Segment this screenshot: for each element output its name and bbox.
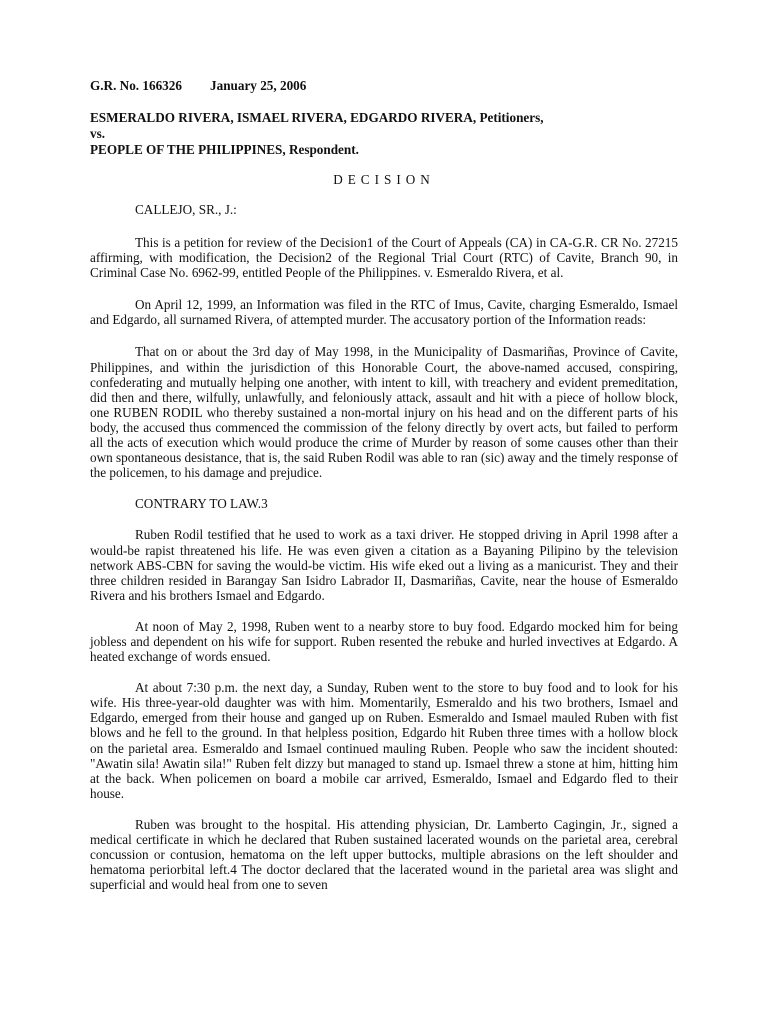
petitioners-suffix: , Petitioners, bbox=[472, 110, 544, 125]
petitioners-line bbox=[90, 110, 678, 126]
respondent-name: PEOPLE OF THE PHILIPPINES bbox=[90, 142, 283, 157]
case-header bbox=[90, 78, 678, 94]
respondent-line bbox=[90, 142, 678, 158]
petitioners-names: ESMERALDO RIVERA, ISMAEL RIVERA, EDGARDO RIVERA bbox=[90, 110, 473, 125]
paragraph-may-2-incident: At noon of May 2, 1998, Ruben went to a nearby store to buy food. Edgardo mocked him for being jobless and dependent on his wife for support. Ruben resented the rebuke and hurled invectives at Edgardo. A heated exchange of words ensued. bbox=[90, 618, 678, 665]
paragraph-mauling: At about 7:30 p.m. the next day, a Sunday, Ruben went to the store to buy food and to look for his wife. His three-year-old daughter was with him. Momentarily, Esmeraldo and his two brothers, Ismael and Edgardo, emerged from their house and ganged up on Ruben. Esmeraldo and Ismael mauled Ruben with fist blows and he fell to the ground. In that helpless position, Edgardo hit Ruben three times with a hollow block on the parietal area. Esmeraldo and Ismael continued mauling Ruben. People who saw the incident shouted: "Awatin sila! Awatin sila!" Ruben felt dizzy but managed to stand up. Ismael threw a stone at him, hitting him at the back. When policemen on board a mobile car arrived, Esmeraldo, Ismael and Edgardo fled to their house. bbox=[90, 680, 678, 801]
ponente: CALLEJO, SR., J.: bbox=[135, 202, 237, 217]
case-parties bbox=[90, 110, 678, 158]
paragraph-petition: This is a petition for review of the Decision1 of the Court of Appeals (CA) in CA-G.R. CR No. 27215 affirming, with modification, the Decision2 of the Regional Trial Court (RTC) of Cavite, Branch 90, in Criminal Case No. 6962-99, entitled People of the Philippines. v. Esmeraldo Rivera, et al. bbox=[90, 235, 678, 281]
decision-title: DECISION bbox=[333, 172, 435, 187]
gr-number: G.R. No. 166326 bbox=[90, 78, 182, 93]
versus-text: vs. bbox=[90, 126, 106, 141]
paragraph-contrary-to-law: CONTRARY TO LAW.3 bbox=[135, 496, 268, 512]
paragraph-accusatory-portion: That on or about the 3rd day of May 1998, in the Municipality of Dasmariñas, Province of Cavite, Philippines, and within the jurisdiction of this Honorable Court, the above-named accused, conspiring, confederating and mutually helping one another, with intent to kill, with treachery and evident premeditation, did then and there, wilfully, unlawfully, and feloniously attack, assault and hit with a piece of hollow block, one RUBEN RODIL who thereby sustained a non-mortal injury on his head and on the different parts of his body, the accused thus commenced the commission of the felony directly by overt acts, but failed to perform all the acts of execution which would produce the crime of Murder by reason of some causes other than their own spontaneous desistance, that is, the said Ruben Rodil was able to ran (sic) away and the timely response of the policemen, to his damage and prejudice. bbox=[90, 344, 678, 481]
decision-date: January 25, 2006 bbox=[210, 78, 307, 93]
paragraph-information: On April 12, 1999, an Information was filed in the RTC of Imus, Cavite, charging Esmeraldo, Ismael and Edgardo, all surnamed Rivera, of attempted murder. The accusatory portion of the Information reads: bbox=[90, 297, 678, 328]
document-page bbox=[90, 78, 678, 906]
paragraph-hospital: Ruben was brought to the hospital. His attending physician, Dr. Lamberto Cagingin, Jr., signed a medical certificate in which he declared that Ruben sustained lacerated wounds on the parietal area, cerebral concussion or contusion, hematoma on the left upper buttocks, multiple abrasions on the left shoulder and hematoma periorbital left.4 The doctor declared that the lacerated wound in the parietal area was slight and superficial and would heal from one to seven bbox=[90, 816, 678, 893]
versus-line bbox=[90, 126, 678, 142]
paragraph-ruben-testimony: Ruben Rodil testified that he used to work as a taxi driver. He stopped driving in April 1998 after a would-be rapist threatened his life. He was even given a citation as a Bayaning Pilipino by the television network ABS-CBN for saving the would-be victim. His wife eked out a living as a manicurist. They and their three children resided in Barangay San Isidro Labrador II, Dasmariñas, Cavite, near the house of Esmeraldo Rivera and his brothers Ismael and Edgardo. bbox=[90, 527, 678, 603]
respondent-suffix: , Respondent. bbox=[282, 142, 359, 157]
